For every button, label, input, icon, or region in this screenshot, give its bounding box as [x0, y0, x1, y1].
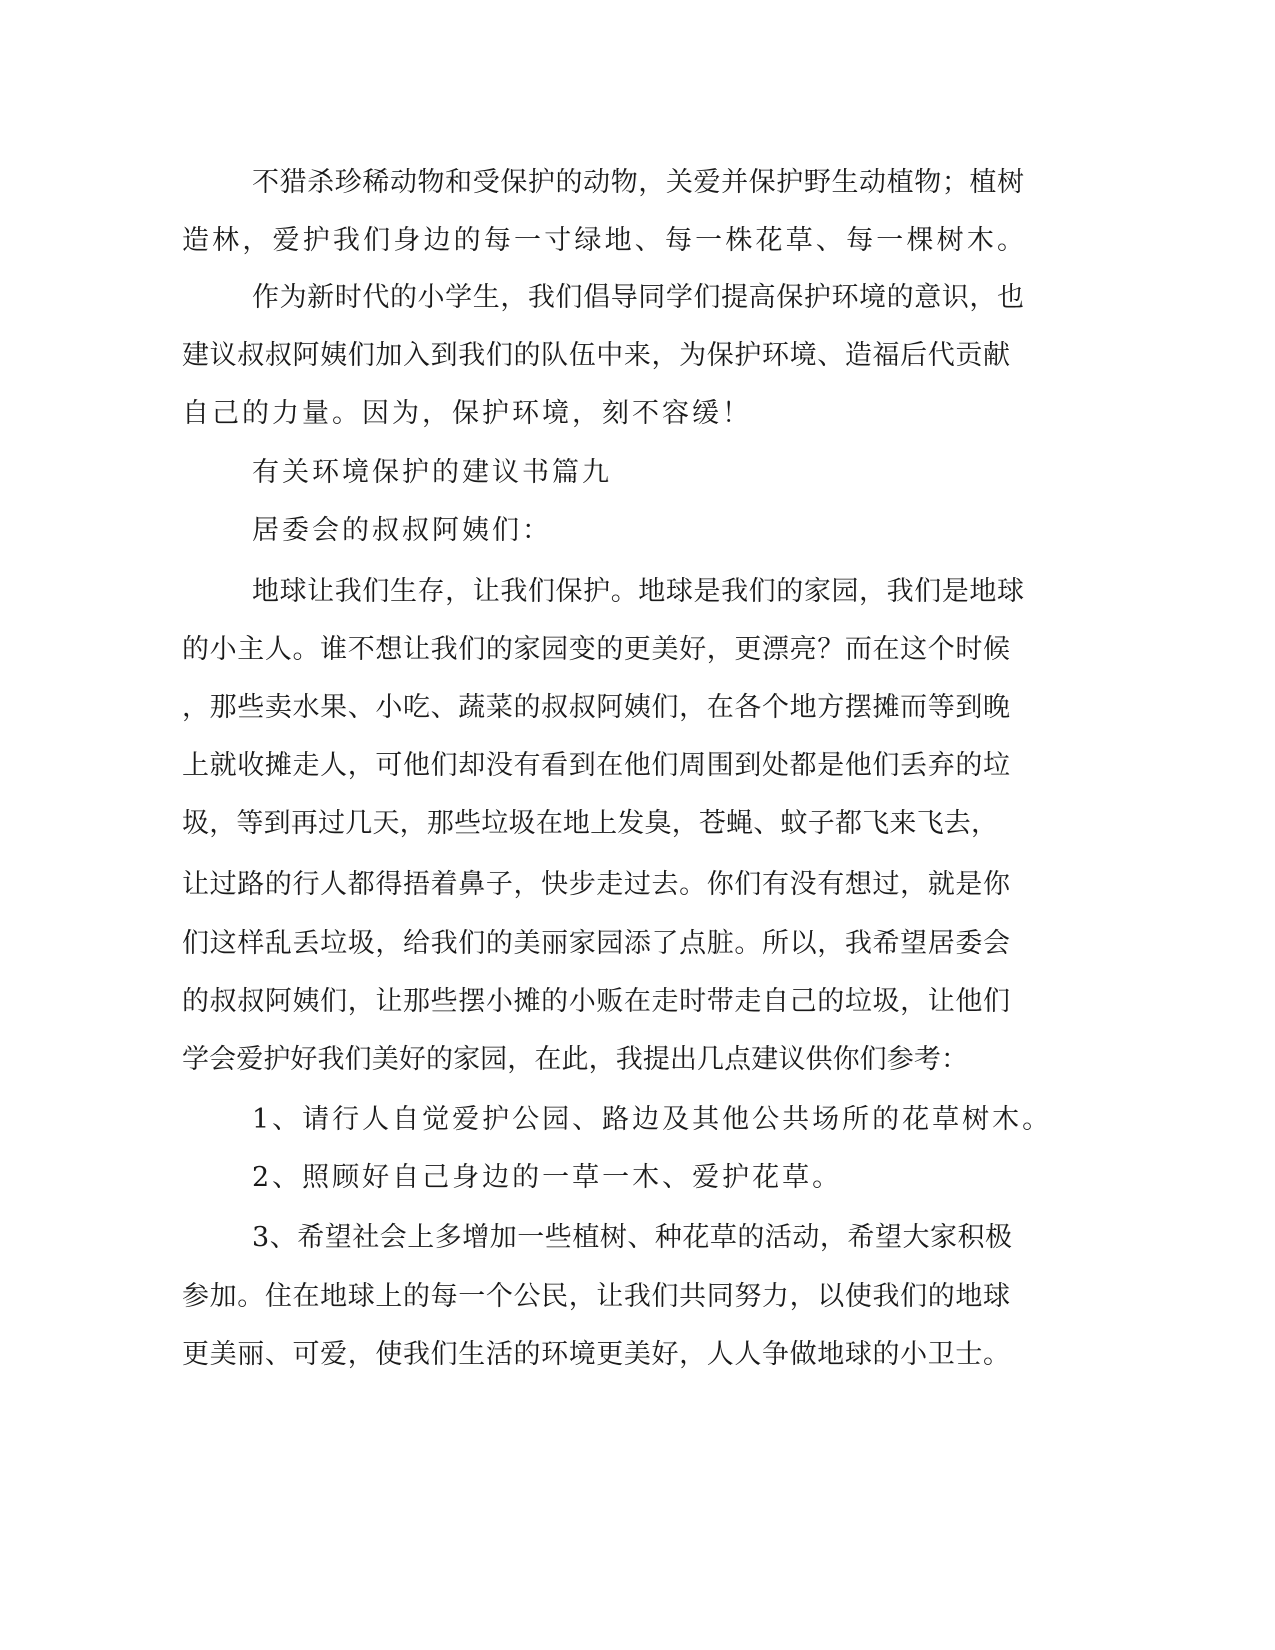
text-line: 更美丽、可爱，使我们生活的环境更美好，人人争做地球的小卫士。 [182, 1339, 1010, 1370]
text-line: 不猎杀珍稀动物和受保护的动物，关爱并保护野生动植物；植树 [252, 167, 1024, 198]
text-line: 地球让我们生存，让我们保护。地球是我们的家园，我们是地球 [252, 576, 1024, 607]
text-line: 建议叔叔阿姨们加入到我们的队伍中来，为保护环境、造福后代贡献 [182, 340, 1010, 371]
text-line: 学会爱护好我们美好的家园，在此，我提出几点建议供你们参考： [182, 1044, 968, 1075]
text-line: 自己的力量。因为，保护环境，刻不容缓！ [182, 398, 752, 429]
text-line: 造林，爱护我们身边的每一寸绿地、每一株花草、每一棵树木。 [182, 225, 1024, 256]
text-line: 作为新时代的小学生，我们倡导同学们提高保护环境的意识，也 [252, 282, 1024, 313]
text-line: 的小主人。谁不想让我们的家园变的更美好，更漂亮？而在这个时候 [182, 634, 1010, 665]
text-line: 上就收摊走人，可他们却没有看到在他们周围到处都是他们丢弃的垃 [182, 750, 1010, 781]
text-line: 们这样乱丢垃圾，给我们的美丽家园添了点脏。所以，我希望居委会 [182, 928, 1010, 959]
text-line: ，那些卖水果、小吃、蔬菜的叔叔阿姨们，在各个地方摆摊而等到晚 [182, 692, 1010, 723]
text-line: 的叔叔阿姨们，让那些摆小摊的小贩在走时带走自己的垃圾，让他们 [182, 986, 1010, 1017]
list-item: 1、请行人自觉爱护公园、路边及其他公共场所的花草树木。 [252, 1104, 1053, 1135]
text-line: 参加。住在地球上的每一个公民，让我们共同努力，以使我们的地球 [182, 1281, 1010, 1312]
section-heading: 有关环境保护的建议书篇九 [252, 457, 612, 488]
salutation: 居委会的叔叔阿姨们： [252, 515, 552, 546]
text-line: 圾，等到再过几天，那些垃圾在地上发臭，苍蝇、蚊子都飞来飞去， [182, 808, 998, 839]
list-item: 2、照顾好自己身边的一草一木、爱护花草。 [252, 1162, 843, 1193]
text-line: 让过路的行人都得捂着鼻子，快步走过去。你们有没有想过，就是你 [182, 869, 1010, 900]
list-item: 3、希望社会上多增加一些植树、种花草的活动，希望大家积极 [252, 1222, 1012, 1253]
